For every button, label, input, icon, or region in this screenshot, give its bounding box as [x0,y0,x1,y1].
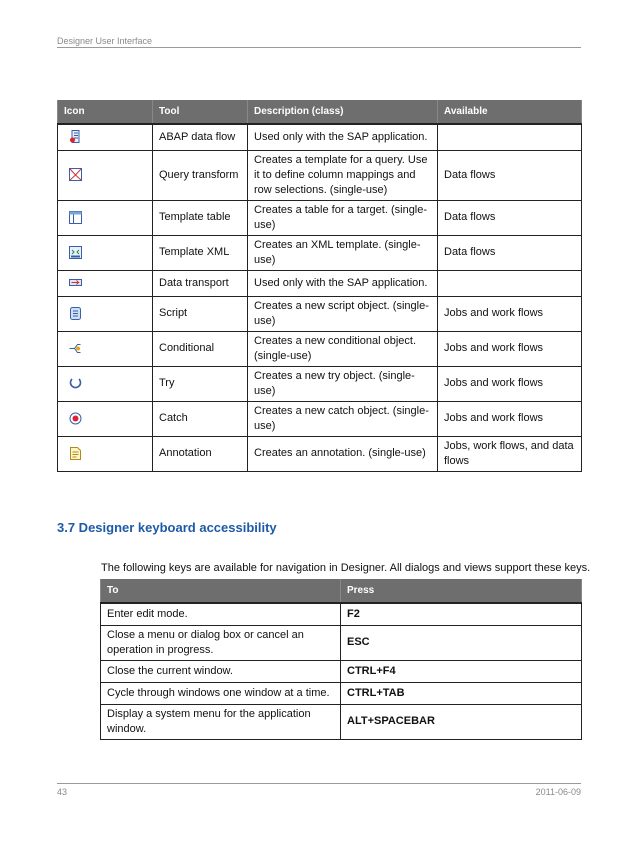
template-table-icon [69,211,82,224]
table-row [58,331,582,366]
tool-description: Creates a new script object. (single-use) [248,296,438,331]
key-combination: F2 [341,603,582,625]
table-row [58,436,582,471]
tools-table [57,100,582,472]
keyboard-shortcuts-table [100,579,582,740]
table-row [58,296,582,331]
catch-icon [69,412,82,425]
tool-available: Data flows [438,150,582,200]
tool-available: Jobs and work flows [438,296,582,331]
column-header-available: Available [438,100,582,124]
column-header-tool: Tool [153,100,248,124]
table-row [58,366,582,401]
icon-cell [58,124,153,150]
column-header-to: To [101,579,341,603]
icon-cell [58,401,153,436]
tool-description: Creates a template for a query. Use it to define column mappings and row selections. (single-use) [248,150,438,200]
icon-cell [58,331,153,366]
tool-name: Conditional [153,331,248,366]
try-icon [69,377,82,390]
icon-cell [58,200,153,235]
section-heading: 3.7 Designer keyboard accessibility [57,520,277,535]
data-transport-icon [69,276,82,289]
tool-available: Data flows [438,235,582,270]
icon-cell [58,235,153,270]
tool-description: Creates a new try object. (single-use) [248,366,438,401]
tool-description: Creates a new catch object. (single-use) [248,401,438,436]
icon-cell [58,150,153,200]
tool-available [438,124,582,150]
tool-description: Used only with the SAP application. [248,270,438,296]
section-intro: The following keys are available for navigation in Designer. All dialogs and views support these keys. [101,562,591,574]
icon-cell [58,436,153,471]
table-row [58,150,582,200]
table-row [58,124,582,150]
running-header: Designer User Interface [57,36,153,46]
table-row [101,603,582,625]
tools-table-header-row [58,100,582,124]
table-row [58,235,582,270]
tool-description: Creates an annotation. (single-use) [248,436,438,471]
annotation-icon [69,447,82,460]
tool-name: Annotation [153,436,248,471]
icon-cell [58,270,153,296]
tool-available: Data flows [438,200,582,235]
action-description: Display a system menu for the application window. [101,704,341,739]
page-date: 2011-06-09 [535,787,581,797]
conditional-icon [69,342,82,355]
table-row [101,625,582,660]
abap-data-flow-icon [69,130,82,143]
column-header-description: Description (class) [248,100,438,124]
tool-description: Creates an XML template. (single-use) [248,235,438,270]
tool-name: Template XML [153,235,248,270]
key-combination: ESC [341,625,582,660]
tool-name: Catch [153,401,248,436]
header-rule [57,47,581,48]
table-row [58,200,582,235]
tool-available: Jobs and work flows [438,366,582,401]
icon-cell [58,296,153,331]
keys-table-header-row [101,579,582,603]
table-row [58,270,582,296]
tool-available: Jobs and work flows [438,401,582,436]
page-number: 43 [57,787,68,797]
tool-available: Jobs, work flows, and data flows [438,436,582,471]
key-combination: CTRL+F4 [341,660,582,682]
tool-name: Try [153,366,248,401]
tool-description: Creates a new conditional object. (single-use) [248,331,438,366]
tool-available: Jobs and work flows [438,331,582,366]
action-description: Cycle through windows one window at a time. [101,682,341,704]
table-row [101,660,582,682]
tool-name: ABAP data flow [153,124,248,150]
script-icon [69,307,82,320]
tool-name: Data transport [153,270,248,296]
footer-rule [57,783,581,784]
template-xml-icon [69,246,82,259]
action-description: Close the current window. [101,660,341,682]
tool-name: Query transform [153,150,248,200]
key-combination: ALT+SPACEBAR [341,704,582,739]
icon-cell [58,366,153,401]
tool-description: Used only with the SAP application. [248,124,438,150]
table-row [58,401,582,436]
column-header-icon: Icon [58,100,153,124]
key-combination: CTRL+TAB [341,682,582,704]
query-transform-icon [69,168,82,181]
tool-description: Creates a table for a target. (single-use) [248,200,438,235]
tool-available [438,270,582,296]
table-row [101,682,582,704]
column-header-press: Press [341,579,582,603]
tool-name: Template table [153,200,248,235]
action-description: Close a menu or dialog box or cancel an operation in progress. [101,625,341,660]
tool-name: Script [153,296,248,331]
action-description: Enter edit mode. [101,603,341,625]
table-row [101,704,582,739]
